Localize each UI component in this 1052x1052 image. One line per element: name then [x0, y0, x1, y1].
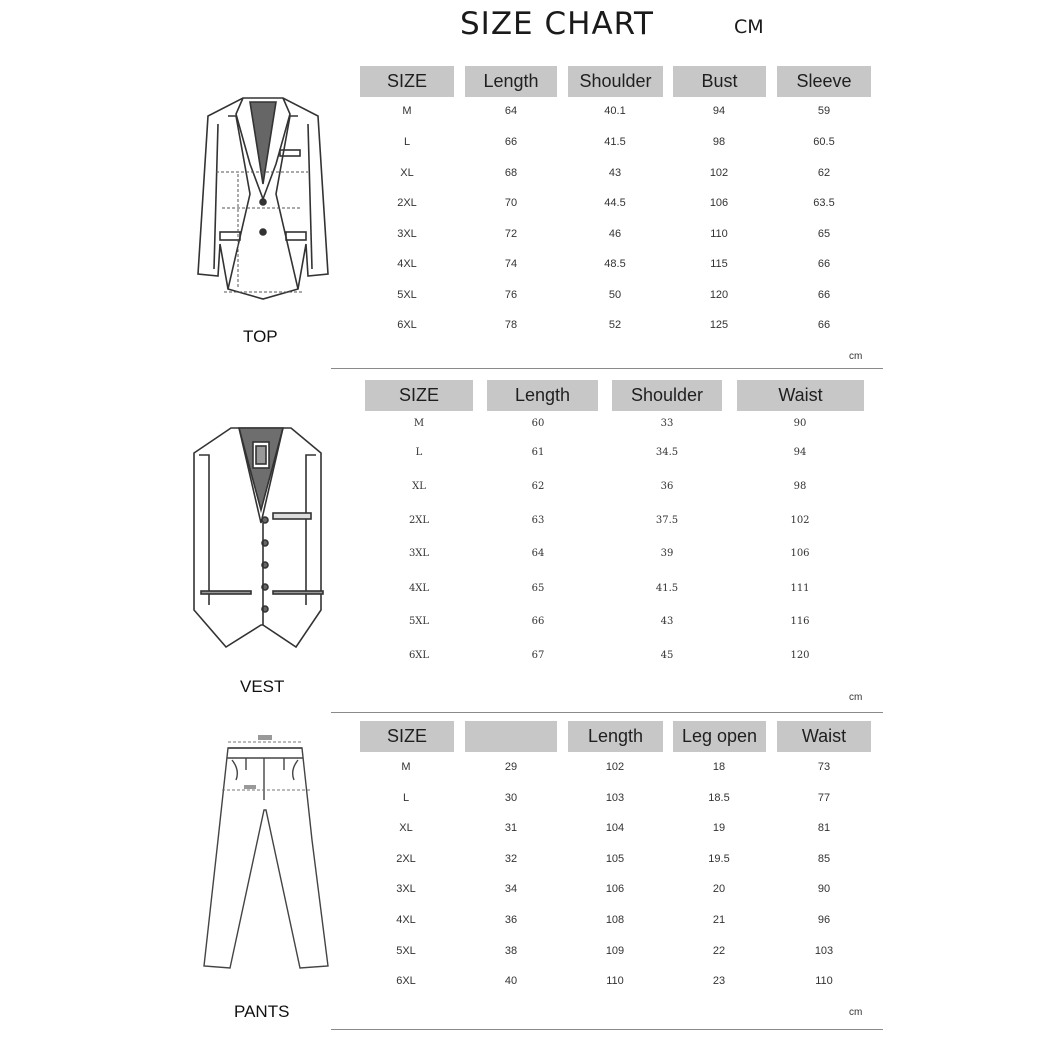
pants-table-cell: 34	[504, 883, 518, 895]
pants-table-cell: M	[401, 761, 411, 773]
pants-header-length: Length	[568, 721, 663, 752]
vest-table-cell: 61	[531, 447, 545, 458]
top-table-cell: 72	[504, 228, 518, 240]
size-chart-unit: CM	[734, 16, 764, 38]
top-table-cell: 68	[504, 167, 518, 179]
pants-table-cell: 2XL	[396, 853, 416, 865]
vest-header-waist: Waist	[737, 380, 864, 411]
vest-table-cell: 102	[790, 515, 810, 526]
vest-table-cell: 120	[790, 650, 810, 661]
vest-table-cell: M	[413, 418, 425, 429]
pants-table-cell: 18.5	[708, 792, 730, 804]
vest-header-length: Length	[487, 380, 598, 411]
vest-table-cell: XL	[412, 481, 426, 492]
vest-table-cell: 45	[660, 650, 674, 661]
pants-table-cell: 29	[504, 761, 518, 773]
top-table-cell: 78	[504, 319, 518, 331]
top-table-cell: 64	[504, 105, 518, 117]
vest-table-cell: 4XL	[408, 583, 430, 594]
top-table-cell: 62	[817, 167, 831, 179]
pants-table-cell: 21	[712, 914, 726, 926]
vest-table-cell: 106	[790, 548, 810, 559]
vest-table-cell: 37.5	[655, 515, 679, 526]
top-table-cell: 110	[710, 228, 728, 240]
top-table-cell: 115	[710, 258, 728, 270]
vest-table-cell: 98	[793, 481, 807, 492]
top-table-cell: 106	[709, 197, 729, 209]
top-table-cell: 5XL	[397, 289, 417, 301]
top-table-cell: 120	[709, 289, 729, 301]
top-table-cell: 94	[712, 105, 726, 117]
pants-table-cell: 108	[605, 914, 625, 926]
pants-table-cell: 3XL	[396, 883, 416, 895]
pants-table-cell: 22	[712, 945, 726, 957]
top-table-cell: 70	[504, 197, 518, 209]
top-table-cell: 66	[817, 289, 831, 301]
vest-table-cell: 60	[531, 418, 545, 429]
top-table-cell: 66	[504, 136, 518, 148]
vest-table-cell: 36	[660, 481, 674, 492]
pants-header-waist: Waist	[777, 721, 871, 752]
vest-table-cell: 64	[531, 548, 545, 559]
top-table-cell: 3XL	[397, 228, 417, 240]
vest-table-cell: 66	[531, 616, 545, 627]
pants-table-cell: 103	[605, 792, 625, 804]
vest-table-cell: 116	[790, 616, 810, 627]
pants-table-cell: XL	[399, 822, 413, 834]
vest-table-cell: 43	[660, 616, 674, 627]
pants-table-cell: 19.5	[708, 853, 730, 865]
top-table-cell: 48.5	[604, 258, 626, 270]
pants-table-cell: 31	[504, 822, 518, 834]
top-table-cell: 66	[817, 319, 831, 331]
pants-table-cell: 38	[504, 945, 518, 957]
vest-label: VEST	[240, 677, 285, 696]
pants-table-cell: 36	[504, 914, 518, 926]
top-header-bust: Bust	[673, 66, 766, 97]
vest-table-cell: 62	[531, 481, 545, 492]
pants-table-cell: 23	[712, 975, 726, 987]
vest-table-cell: 5XL	[408, 616, 430, 627]
top-table-cell: 4XL	[397, 258, 417, 270]
top-table-cell: 52	[608, 319, 622, 331]
pants-table-cell: 6XL	[396, 975, 416, 987]
top-table-cell: 60.5	[813, 136, 835, 148]
top-header-shoulder: Shoulder	[568, 66, 663, 97]
pants-table-cell: 110	[606, 975, 624, 987]
vest-table-cell: 111	[790, 583, 810, 594]
pants-table-cell: 96	[817, 914, 831, 926]
pants-table-cell: 110	[815, 975, 833, 987]
pants-table-cell: 5XL	[396, 945, 416, 957]
top-table-cell: 43	[608, 167, 622, 179]
top-unit-label: cm	[849, 351, 863, 362]
top-table-cell: 74	[504, 258, 518, 270]
top-table-cell: 44.5	[604, 197, 626, 209]
pants-table-cell: 4XL	[396, 914, 416, 926]
top-table-cell: 65	[817, 228, 831, 240]
pants-table-cell: 90	[817, 883, 831, 895]
top-header-sleeve: Sleeve	[777, 66, 871, 97]
top-header-length: Length	[465, 66, 557, 97]
top-table-cell: 98	[712, 136, 726, 148]
top-table-cell: 66	[817, 258, 831, 270]
top-table-cell: 125	[709, 319, 729, 331]
pants-table-cell: 105	[605, 853, 625, 865]
vest-table-cell: 2XL	[408, 515, 430, 526]
pants-header-size: SIZE	[360, 721, 454, 752]
pants-table-cell: 85	[817, 853, 831, 865]
pants-table-cell: 106	[605, 883, 625, 895]
pants-table-cell: 20	[712, 883, 726, 895]
vest-table-cell: 67	[531, 650, 545, 661]
pants-header-leg-open: Leg open	[673, 721, 766, 752]
vest-table-cell: 65	[531, 583, 545, 594]
top-header-size: SIZE	[360, 66, 454, 97]
vest-header-shoulder: Shoulder	[612, 380, 722, 411]
vest-table-cell: 34.5	[655, 447, 679, 458]
pants-label: PANTS	[234, 1002, 290, 1021]
pants-divider	[331, 1029, 883, 1030]
top-table-cell: 59	[817, 105, 831, 117]
vest-table-cell: 6XL	[408, 650, 430, 661]
vest-table-cell: 90	[793, 418, 807, 429]
top-table-cell: L	[403, 136, 411, 148]
top-table-cell: 2XL	[397, 197, 417, 209]
top-table-cell: 76	[504, 289, 518, 301]
vest-table-cell: 94	[793, 447, 807, 458]
top-table-cell: 50	[608, 289, 622, 301]
top-table-cell: 102	[709, 167, 729, 179]
vest-table-cell: 3XL	[408, 548, 430, 559]
pants-table-cell: 104	[605, 822, 625, 834]
pants-table-cell: 81	[817, 822, 831, 834]
vest-table-cell: 41.5	[655, 583, 679, 594]
top-table-cell: 40.1	[604, 105, 626, 117]
pants-table-cell: 30	[504, 792, 518, 804]
pants-table-cell: 32	[504, 853, 518, 865]
pants-header-blank	[465, 721, 557, 752]
pants-table-cell: 102	[605, 761, 625, 773]
vest-table-cell: L	[415, 447, 423, 458]
vest-table-cell: 39	[660, 548, 674, 559]
top-label: TOP	[243, 327, 278, 346]
pants-table-cell: 73	[817, 761, 831, 773]
pants-table-cell: 19	[712, 822, 726, 834]
top-table-cell: 6XL	[397, 319, 417, 331]
pants-illustration	[200, 730, 330, 970]
size-chart-title: SIZE CHART	[460, 6, 654, 42]
pants-unit-label: cm	[849, 1007, 863, 1018]
pants-table-cell: 40	[504, 975, 518, 987]
vest-table-cell: 63	[531, 515, 545, 526]
top-table-cell: XL	[400, 167, 414, 179]
vest-table-cell: 33	[660, 418, 674, 429]
vest-header-size: SIZE	[365, 380, 473, 411]
top-table-cell: 46	[608, 228, 622, 240]
pants-table-cell: 109	[605, 945, 625, 957]
pants-table-cell: 77	[817, 792, 831, 804]
top-table-cell: 41.5	[604, 136, 626, 148]
pants-table-cell: L	[402, 792, 410, 804]
pants-table-cell: 18	[712, 761, 726, 773]
top-table-cell: 63.5	[813, 197, 835, 209]
top-table-cell: M	[402, 105, 412, 117]
pants-table-cell: 103	[814, 945, 834, 957]
vest-unit-label: cm	[849, 692, 863, 703]
